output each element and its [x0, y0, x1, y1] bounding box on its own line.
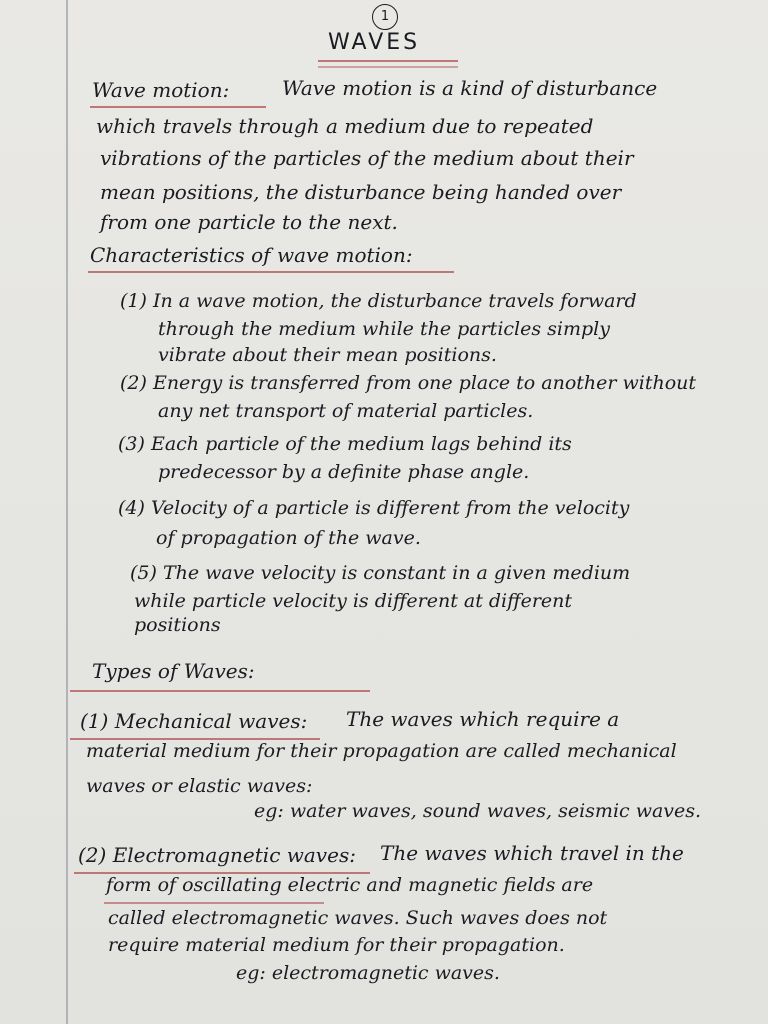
- types-heading: Types of Waves:: [92, 659, 255, 683]
- characteristic-4-line-2: of propagation of the wave.: [156, 527, 421, 549]
- characteristic-5-line-3: positions: [134, 614, 221, 636]
- electromagnetic-label: (2) Electromagnetic waves:: [78, 843, 356, 867]
- characteristic-1-line-2: through the medium while the particles simply: [158, 318, 610, 340]
- page-title: WAVES: [328, 30, 421, 55]
- characteristic-3-line-1: (3) Each particle of the medium lags behind its: [118, 433, 572, 455]
- mechanical-label: (1) Mechanical waves:: [80, 709, 308, 733]
- mechanical-line-1: The waves which require a: [346, 707, 620, 731]
- page-number: 1: [372, 4, 398, 30]
- characteristics-heading: Characteristics of wave motion:: [90, 243, 413, 267]
- wave-motion-line-4: mean positions, the disturbance being handed over: [100, 180, 622, 204]
- characteristic-2-line-1: (2) Energy is transferred from one place to another without: [120, 372, 697, 394]
- characteristic-1-line-1: (1) In a wave motion, the disturbance travels forward: [120, 290, 637, 312]
- characteristic-3-line-2: predecessor by a definite phase angle.: [158, 461, 530, 483]
- electromagnetic-line-3: called electromagnetic waves. Such waves does not: [108, 907, 608, 929]
- characteristic-4-line-1: (4) Velocity of a particle is different from the velocity: [118, 497, 630, 519]
- characteristics-underline: [88, 271, 454, 273]
- electromagnetic-line-4: require material medium for their propagation.: [108, 934, 565, 956]
- wave-motion-label: Wave motion:: [92, 78, 230, 102]
- characteristic-2-line-2: any net transport of material particles.: [158, 400, 534, 422]
- electromagnetic-example: eg: electromagnetic waves.: [236, 962, 500, 984]
- oscillating-underline: [104, 902, 324, 904]
- mechanical-line-2: material medium for their propagation are called mechanical: [86, 740, 677, 762]
- wave-motion-line-1: Wave motion is a kind of disturbance: [282, 76, 658, 100]
- electromagnetic-line-1: The waves which travel in the: [380, 841, 684, 865]
- wave-motion-underline: [90, 106, 266, 108]
- types-underline: [70, 690, 370, 692]
- margin-line: [66, 0, 68, 1024]
- title-underline-2: [318, 66, 458, 68]
- mechanical-example: eg: water waves, sound waves, seismic waves.: [254, 800, 702, 822]
- characteristic-5-line-1: (5) The wave velocity is constant in a given medium: [130, 562, 631, 584]
- electromagnetic-line-2: form of oscillating electric and magnetic fields are: [106, 874, 594, 896]
- characteristic-1-line-3: vibrate about their mean positions.: [158, 344, 497, 366]
- mechanical-line-3: waves or elastic waves:: [86, 775, 313, 797]
- characteristic-5-line-2: while particle velocity is different at different: [134, 590, 573, 612]
- wave-motion-line-3: vibrations of the particles of the medium about their: [100, 146, 634, 170]
- wave-motion-line-5: from one particle to the next.: [100, 210, 398, 234]
- title-underline: [318, 60, 458, 62]
- wave-motion-line-2: which travels through a medium due to repeated: [96, 114, 594, 138]
